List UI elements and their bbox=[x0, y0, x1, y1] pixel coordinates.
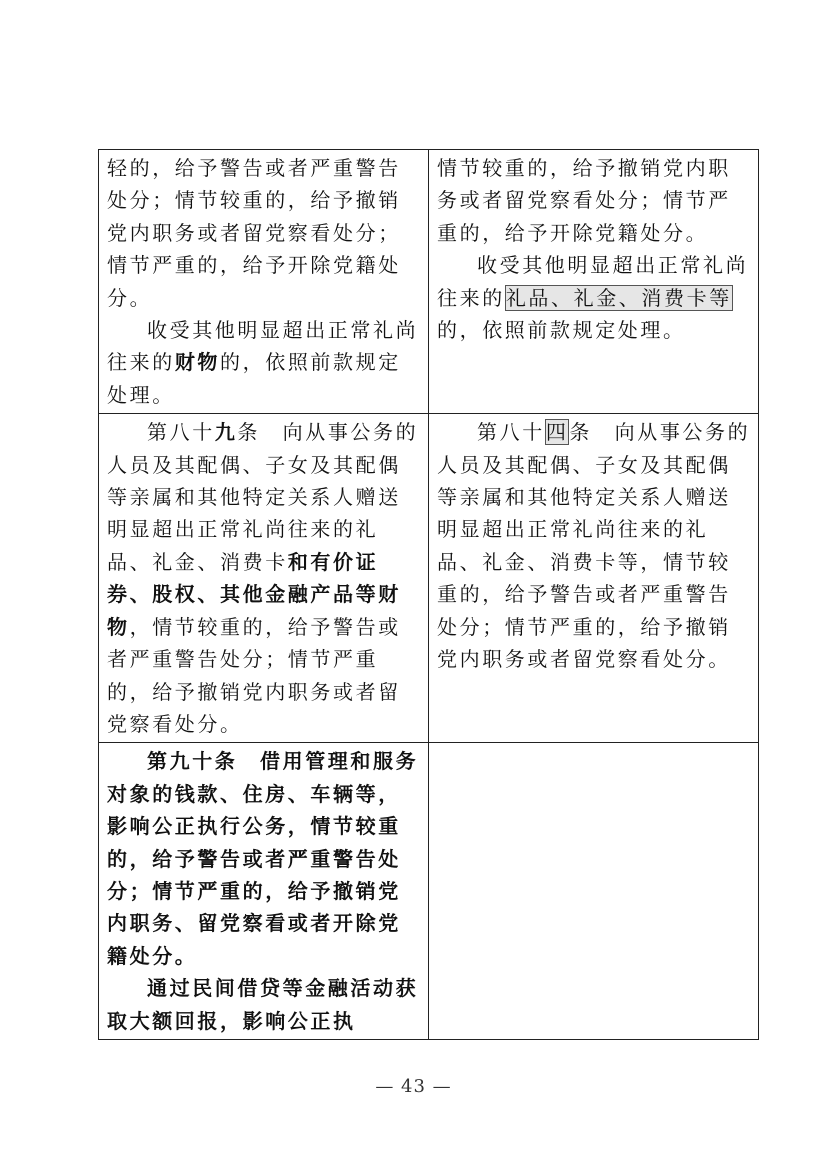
bold-text: 通过民间借贷等金融活动获取大额回报，影响公正执 bbox=[107, 976, 419, 1033]
bold-text: 第九十条 借用管理和服务对象的钱款、住房、车辆等，影响公正执行公务，情节较重的，给予警告或者严重警告处分；情节严重的，给予撤销党内职务、留党察看或者开除党籍处分。 bbox=[107, 749, 419, 968]
text-span: 收受其他明显超出正常礼尚往来的 bbox=[107, 318, 419, 375]
text-span: 收受其他明显超出正常礼尚往来的 bbox=[437, 253, 749, 310]
paragraph bbox=[437, 249, 752, 346]
table-row bbox=[99, 150, 759, 414]
text-span: 的，依照前款规定处理。 bbox=[107, 350, 401, 407]
highlighted-text: 四 bbox=[545, 420, 569, 445]
text-span: 条 向从事公务的人员及其配偶、子女及其配偶等亲属和其他特定关系人赠送明显超出正常礼尚往来的礼品、礼金、消费卡 bbox=[107, 420, 419, 574]
text-span: 第八十 bbox=[477, 420, 545, 445]
bold-text: 九 bbox=[214, 420, 238, 445]
table-row bbox=[99, 743, 759, 1040]
left-cell bbox=[99, 414, 429, 743]
right-cell bbox=[429, 414, 759, 743]
text-span: 的，依照前款规定处理。 bbox=[437, 318, 686, 343]
paragraph bbox=[107, 972, 422, 1037]
text-span: 条 向从事公务的人员及其配偶、子女及其配偶等亲属和其他特定关系人赠送明显超出正常礼尚往来的礼品、礼金、消费卡等，情节较重的，给予警告或者严重警告处分；情节严重的，给予撤销党内职务或者留党察看处分。 bbox=[437, 420, 751, 672]
paragraph: 情节较重的，给予撤销党内职务或者留党察看处分；情节严重的，给予开除党籍处分。 bbox=[437, 156, 731, 245]
highlighted-text: 礼品、礼金、消费卡等 bbox=[505, 285, 732, 310]
paragraph bbox=[107, 745, 422, 972]
bold-text: 和有价证券、股权、其他金融产品等财物 bbox=[107, 549, 401, 639]
paragraph bbox=[107, 416, 422, 740]
left-cell bbox=[99, 150, 429, 414]
paragraph: 轻的，给予警告或者严重警告处分；情节较重的，给予撤销党内职务或者留党察看处分；情节严重的，给予开除党籍处分。 bbox=[107, 156, 401, 310]
right-cell bbox=[429, 743, 759, 1040]
right-cell bbox=[429, 150, 759, 414]
text-span: ，情节较重的，给予警告或者严重警告处分；情节严重的，给予撤销党内职务或者留党察看处分。 bbox=[107, 614, 401, 736]
paragraph bbox=[437, 416, 752, 675]
text-span: 第八十 bbox=[147, 420, 215, 445]
bold-text: 财物 bbox=[174, 350, 221, 375]
paragraph bbox=[107, 314, 422, 411]
page-number: — 43 — bbox=[375, 1076, 452, 1097]
table-row bbox=[99, 414, 759, 743]
left-cell bbox=[99, 743, 429, 1040]
comparison-table bbox=[98, 149, 759, 1040]
